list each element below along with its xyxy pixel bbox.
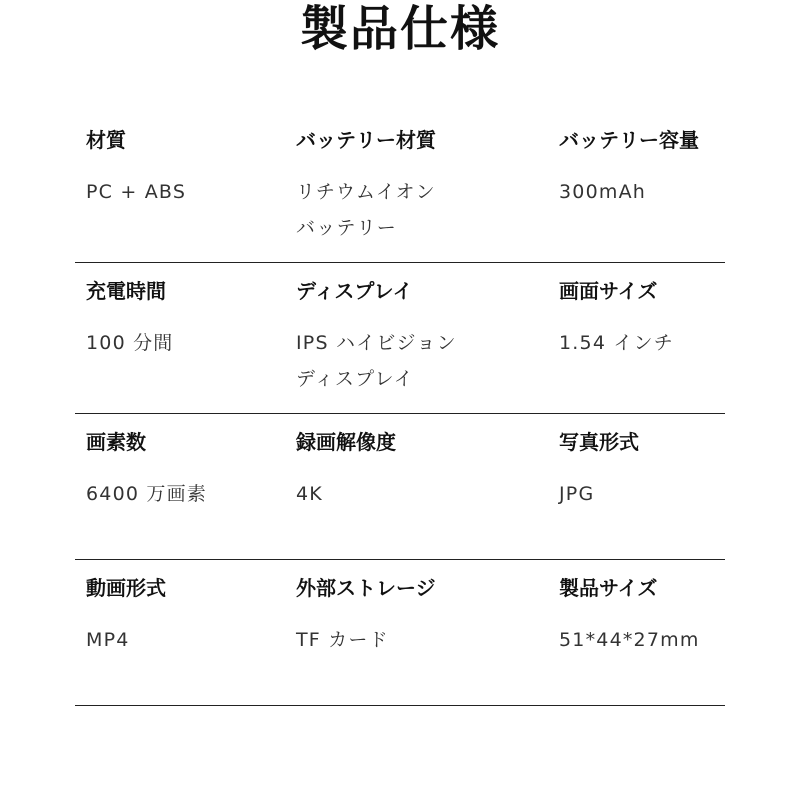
spec-value: TF カード — [296, 629, 389, 651]
spec-label: 充電時間 — [86, 279, 166, 303]
spec-value: MP4 — [86, 629, 130, 651]
spec-label: 製品サイズ — [559, 576, 658, 600]
spec-label: 写真形式 — [559, 430, 639, 454]
spec-label: 材質 — [86, 128, 126, 152]
spec-table — [75, 112, 725, 706]
spec-value: 300mAh — [559, 181, 647, 203]
spec-value: 4K — [296, 483, 323, 505]
spec-label: ディスプレイ — [296, 279, 413, 303]
spec-value: リチウムイオン バッテリー — [296, 181, 436, 239]
spec-row — [75, 263, 725, 414]
spec-label: 画素数 — [86, 430, 146, 454]
page-title: 製品仕様 — [299, 1, 500, 57]
spec-value: PC + ABS — [86, 181, 187, 203]
spec-label: 画面サイズ — [559, 279, 658, 303]
spec-row — [75, 560, 725, 706]
spec-value: 6400 万画素 — [86, 483, 207, 505]
spec-label: 動画形式 — [86, 576, 166, 600]
spec-label: バッテリー材質 — [296, 128, 436, 152]
spec-label: 外部ストレージ — [296, 576, 436, 600]
spec-value: IPS ハイビジョン ディスプレイ — [296, 332, 457, 390]
spec-label: 録画解像度 — [296, 430, 396, 454]
spec-value: 51*44*27mm — [559, 629, 700, 651]
spec-label: バッテリー容量 — [559, 128, 699, 152]
spec-row — [75, 112, 725, 263]
spec-value: JPG — [559, 483, 595, 505]
spec-row — [75, 414, 725, 560]
spec-value: 1.54 インチ — [559, 332, 674, 354]
spec-value: 100 分間 — [86, 332, 174, 354]
